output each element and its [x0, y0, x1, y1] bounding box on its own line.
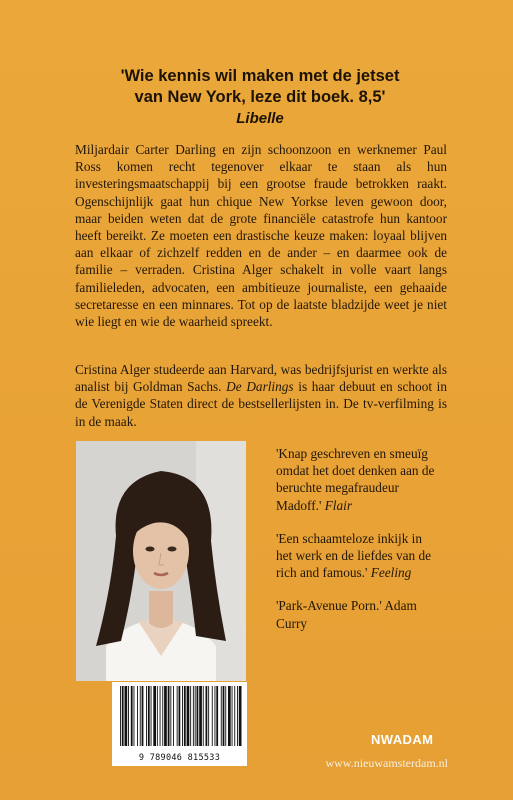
barcode-bar — [203, 686, 204, 746]
barcode-bar — [179, 686, 181, 746]
barcode-bar — [184, 686, 186, 746]
barcode-bar — [122, 686, 124, 746]
author-photo — [76, 441, 246, 681]
barcode-bar — [216, 686, 218, 746]
publisher-logo: NW⁠ADAM — [371, 732, 434, 747]
review-text: 'Knap geschreven en smeuïg omdat het doet denken aan de beruchte megafraudeur Madoff.' — [276, 446, 435, 513]
barcode-bar — [197, 686, 199, 746]
barcode-bar — [168, 686, 170, 746]
barcode-bar — [182, 686, 183, 746]
barcode-bar — [162, 686, 163, 746]
headline-quote-line-2: van New York, leze dit boek. 8,5' — [134, 88, 386, 106]
barcode-bar — [140, 686, 141, 746]
barcode-bar — [232, 686, 233, 746]
barcode-bar — [148, 686, 150, 746]
barcode-bar — [177, 686, 178, 746]
barcode-bar — [187, 686, 190, 746]
review-source: Flair — [324, 497, 353, 513]
review-quote — [276, 530, 441, 582]
barcode-digits: 9 789046 815533 — [138, 753, 221, 763]
review-source: Feeling — [370, 565, 412, 581]
barcode-bar — [206, 686, 208, 746]
headline-quote-source: Libelle — [236, 110, 284, 127]
headline-quote — [60, 66, 460, 129]
blurb-paragraph: Miljardair Carter Darling en zijn schoonzoon en werknemer Paul Ross komen recht tegenover elkaar te staan als hun investeringsmaatschappij bij een grootse fraude betrokken raakt. Ogenschijnlijk gaat hun chique New Yorkse leven gewoon door, maar beiden weten dat de grote financiële catastrofe hun kantoor heeft bereikt. Ze moeten een drastische keuze maken: loyaal blijven aan elkaar of zichzelf redden en de ander – en daarmee ook de familie – verraden. Cristina Alger schakelt in volle vaart langs familieleden, advocaten, een ambitieuze journaliste, een gehaaide secretaresse en een minnares. Tot op de laatste bladzijde weet je niet wie liegt en wie de waarheid spreekt. — [75, 142, 447, 330]
barcode-bar — [157, 686, 158, 746]
barcode-bar — [128, 686, 129, 746]
barcode-bar — [134, 686, 135, 746]
barcode-bar — [239, 686, 242, 746]
barcode-bar — [199, 686, 202, 746]
publisher-url[interactable]: www.nieuwamsterdam.nl — [325, 756, 448, 770]
author-bio-paragraph — [75, 361, 447, 430]
review-text: 'Park-Avenue Porn.' Adam Curry — [276, 598, 417, 631]
barcode-bar — [146, 686, 147, 746]
barcode-bar — [208, 686, 209, 746]
barcode-bar — [142, 686, 144, 746]
barcode-bar — [160, 686, 161, 746]
book-title: De Darlings — [226, 379, 294, 395]
barcode — [112, 682, 247, 766]
barcode-bar — [228, 686, 231, 746]
barcode-bar — [173, 686, 174, 746]
barcode-bar — [125, 686, 128, 746]
barcode-bar — [190, 686, 191, 746]
barcode-bar — [120, 686, 121, 746]
barcode-bar — [225, 686, 226, 746]
author-bio-text-start: Cristina Alger studeerde aan Harvard, was bedrijfsjurist en werkte als analist bij Goldman Sachs. — [75, 362, 447, 395]
author-bio-text-end: is haar debuut en schoot in de Verenigde Staten direct de bestsellerlijsten in. De tv-verfilming is in de maak. — [75, 379, 448, 429]
barcode-bar — [164, 686, 167, 746]
review-quotes — [276, 445, 441, 648]
barcode-bar — [234, 686, 235, 746]
barcode-bar — [170, 686, 171, 746]
review-text: 'Een schaamteloze inkijk in het werk en de liefdes van de rich and famous.' — [276, 530, 432, 581]
barcode-bar — [193, 686, 194, 746]
barcode-bar — [195, 686, 196, 746]
barcode-bar — [137, 686, 138, 746]
review-quote — [276, 445, 441, 514]
barcode-bar — [151, 686, 152, 746]
barcode-bar — [215, 686, 216, 746]
headline-quote-line-1: 'Wie kennis wil maken met de jetset — [120, 67, 400, 85]
barcode-bar — [221, 686, 222, 746]
barcode-bar — [131, 686, 133, 746]
barcode-bar — [223, 686, 225, 746]
barcode-bar — [153, 686, 156, 746]
review-quote — [276, 597, 441, 631]
barcode-bar — [237, 686, 238, 746]
barcode-bar — [212, 686, 213, 746]
